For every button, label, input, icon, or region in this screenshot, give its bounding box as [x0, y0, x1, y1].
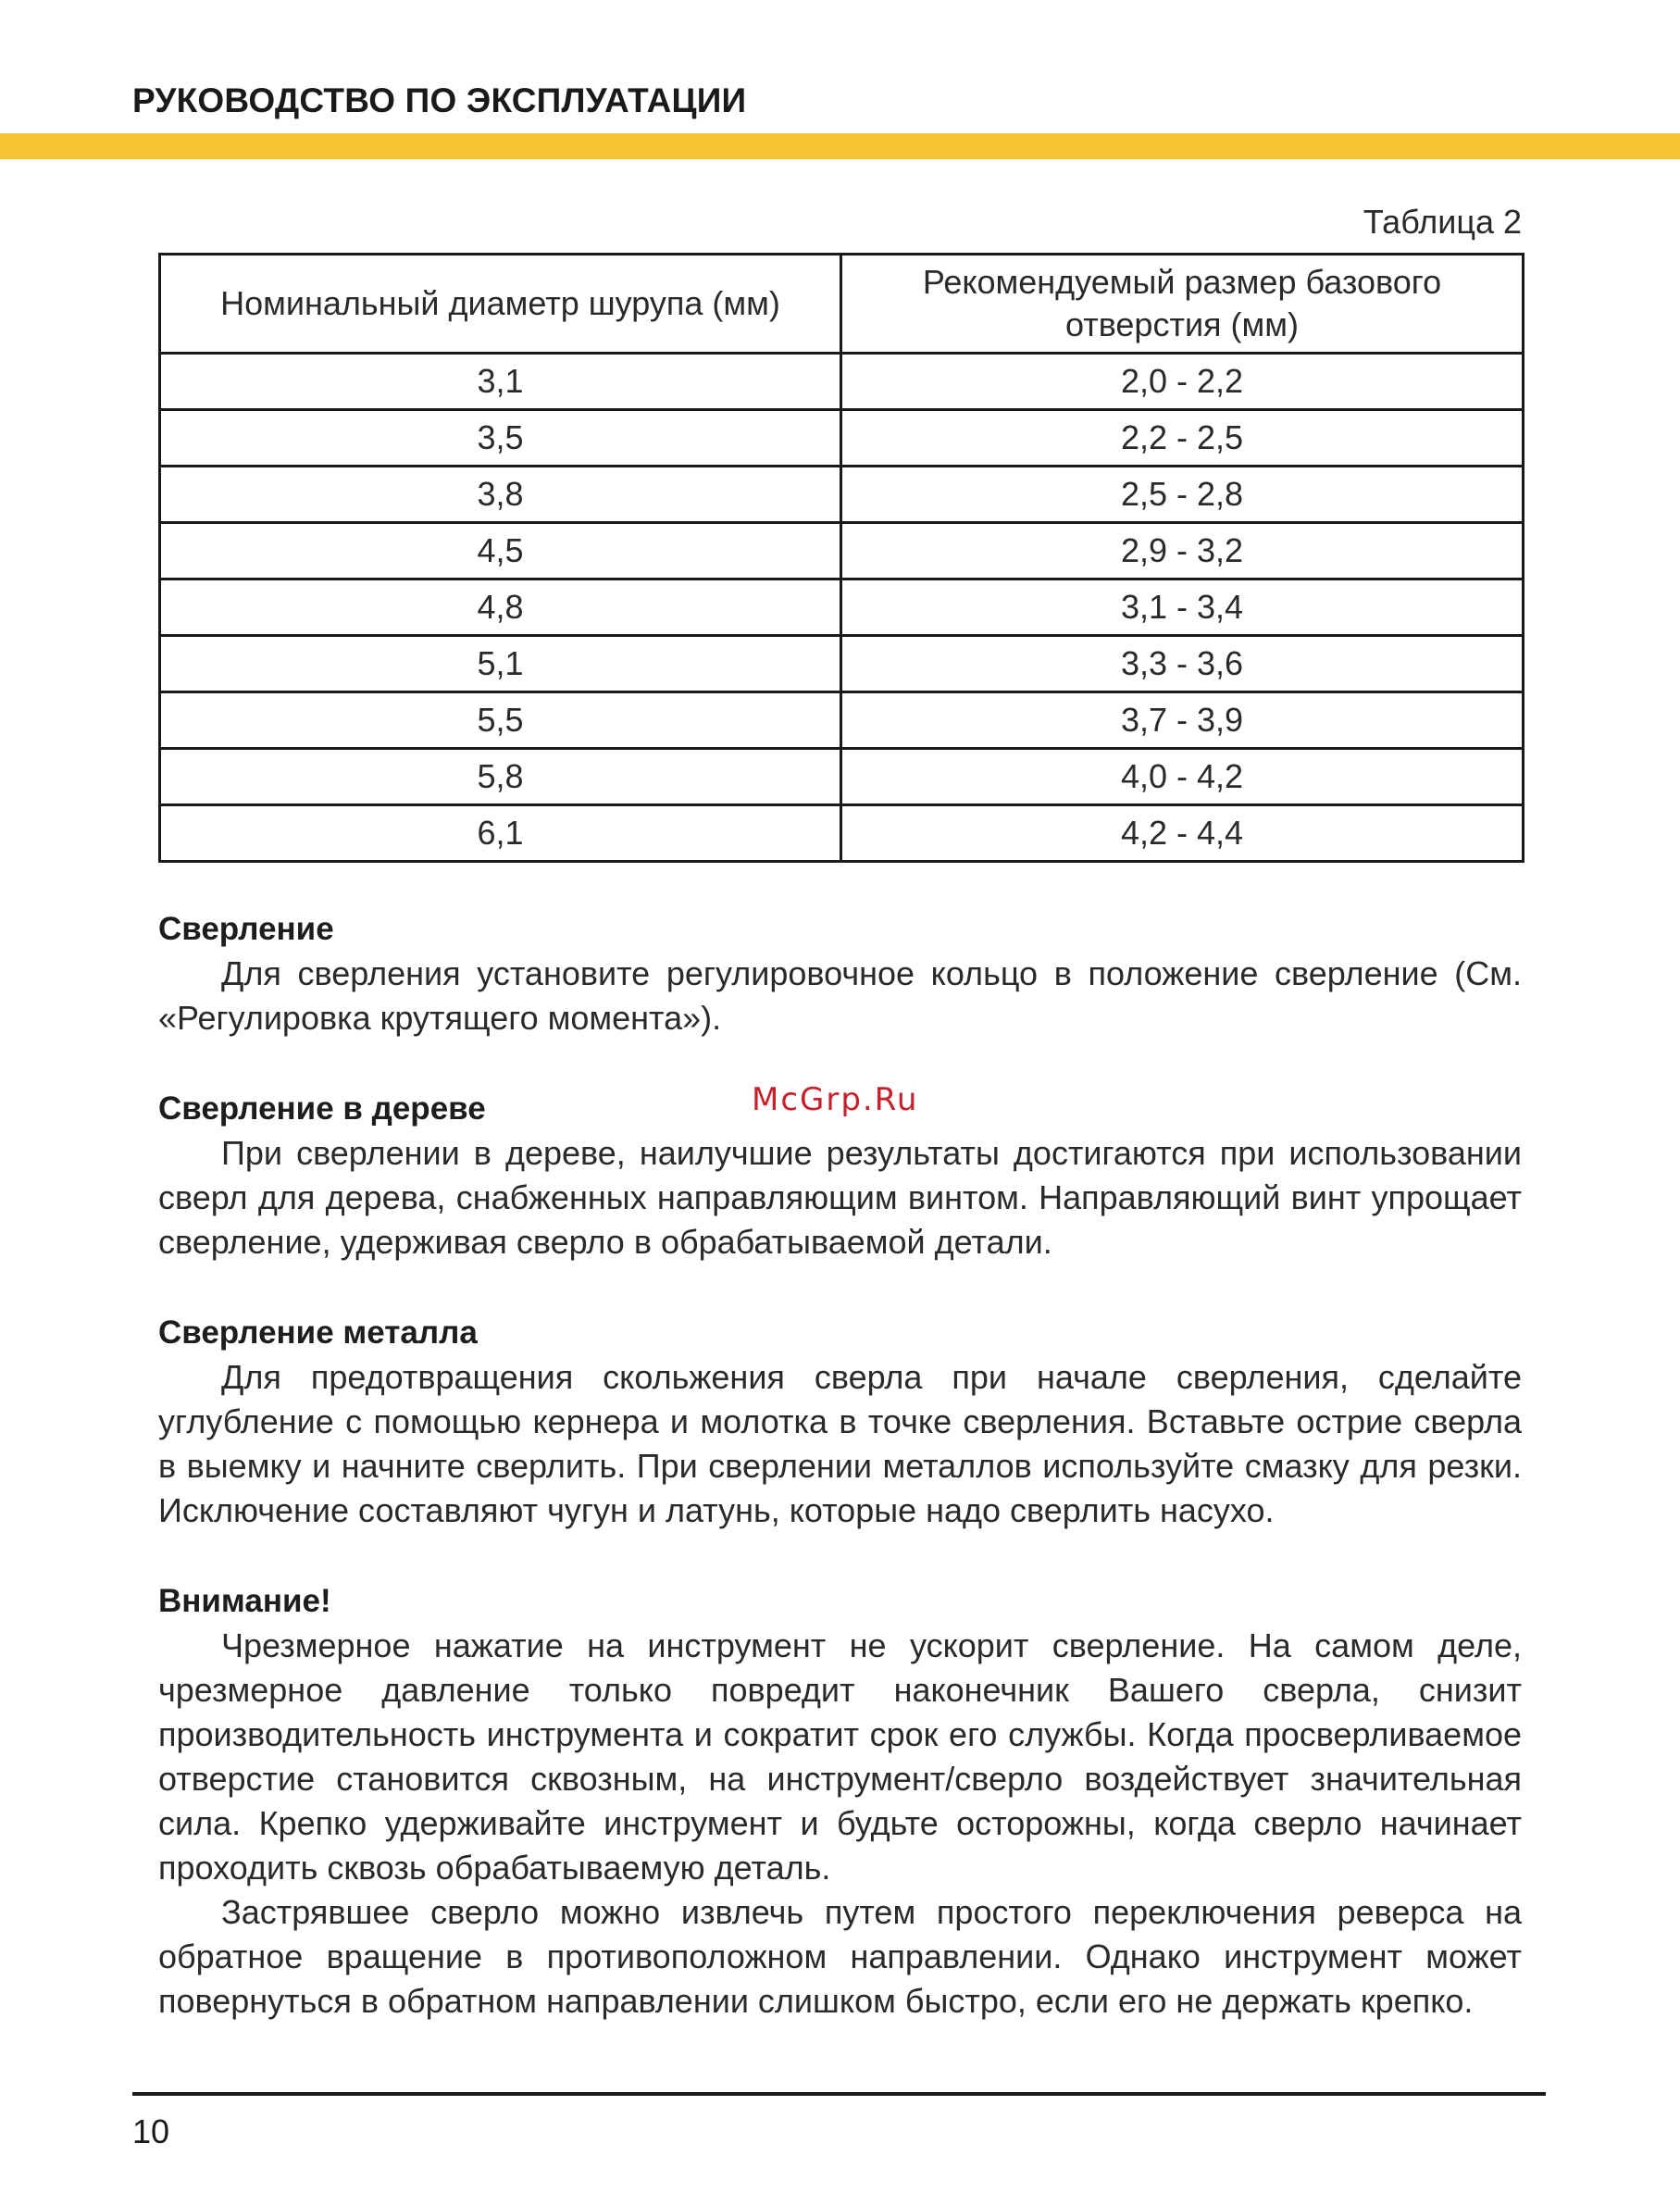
- table-cell-diameter: 5,1: [160, 636, 841, 692]
- table-cell-diameter: 5,5: [160, 692, 841, 749]
- table-caption: Таблица 2: [1363, 203, 1522, 241]
- table-row: [160, 523, 1524, 579]
- table-row: [160, 354, 1524, 410]
- paragraph-metal: Для предотвращения скольжения сверла при начале сверления, сделайте углубление с помощью кернера и молотка в точке сверления. Вставьте острие сверла в выемку и начните сверлить. При сверлении металлов используйте смазку для резки. Исключение составляют чугун и латунь, которые надо сверлить насухо.: [158, 1358, 1522, 1529]
- paragraph-warning-2: Застрявшее сверло можно извлечь путем простого переключения реверса на обратное вращение в противоположном направлении. Однако инструмент может повернуться в обратном направлении слишком быстро, если его не держать крепко.: [158, 1893, 1522, 2020]
- table-cell-hole-size: 3,3 - 3,6: [841, 636, 1524, 692]
- page-header-title: РУКОВОДСТВО ПО ЭКСПЛУАТАЦИИ: [132, 81, 747, 119]
- table-cell-hole-size: 2,0 - 2,2: [841, 354, 1524, 410]
- table-row: [160, 692, 1524, 749]
- table-cell-diameter: 3,1: [160, 354, 841, 410]
- section-metal: [158, 1311, 1522, 1533]
- column-header-screw-diameter: Номинальный диаметр шурупа (мм): [160, 255, 841, 354]
- table-row: [160, 749, 1524, 805]
- footer-divider: [132, 2092, 1546, 2096]
- section-warning: [158, 1579, 1522, 2024]
- table-cell-diameter: 6,1: [160, 805, 841, 862]
- section-heading-warning: Внимание!: [158, 1583, 331, 1619]
- table-cell-hole-size: 4,0 - 4,2: [841, 749, 1524, 805]
- table-header-row: [160, 255, 1524, 354]
- table-cell-diameter: 3,8: [160, 467, 841, 523]
- watermark-text: McGrp.Ru: [752, 1081, 919, 1118]
- table-row: [160, 805, 1524, 862]
- section-heading-metal: Сверление металла: [158, 1314, 478, 1351]
- paragraph-wood: При сверлении в дереве, наилучшие результаты достигаются при использовании сверл для дерева, снабженных направляющим винтом. Направляющий винт упрощает сверление, удерживая сверло в обрабатываемой детали.: [158, 1134, 1522, 1261]
- table-row: [160, 467, 1524, 523]
- table-row: [160, 579, 1524, 636]
- section-heading-drilling: Сверление: [158, 911, 334, 947]
- section-drilling: [158, 907, 1522, 1040]
- table-cell-hole-size: 3,1 - 3,4: [841, 579, 1524, 636]
- table-cell-hole-size: 2,5 - 2,8: [841, 467, 1524, 523]
- page-number: 10: [132, 2112, 170, 2150]
- table-cell-hole-size: 2,2 - 2,5: [841, 410, 1524, 467]
- table-cell-diameter: 4,8: [160, 579, 841, 636]
- table-cell-diameter: 3,5: [160, 410, 841, 467]
- paragraph-warning-1: Чрезмерное нажатие на инструмент не ускорит сверление. На самом деле, чрезмерное давление только повредит наконечник Вашего сверла, снизит производительность инструмента и сократит срок его службы. Когда просверливаемое отверстие становится сквозным, на инструмент/сверло воздействует значительная сила. Крепко удерживайте инструмент и будьте осторожны, когда сверло начинает проходить сквозь обрабатываемую деталь.: [158, 1626, 1522, 1887]
- table-cell-diameter: 4,5: [160, 523, 841, 579]
- table-cell-diameter: 5,8: [160, 749, 841, 805]
- paragraph-drilling: Для сверления установите регулировочное кольцо в положение сверление (См. «Регулировка крутящего момента»).: [158, 954, 1522, 1037]
- screw-hole-table: [158, 253, 1524, 863]
- table-cell-hole-size: 4,2 - 4,4: [841, 805, 1524, 862]
- header-accent-bar: [0, 133, 1680, 159]
- table-cell-hole-size: 3,7 - 3,9: [841, 692, 1524, 749]
- column-header-hole-size: Рекомендуемый размер базового отверстия (мм): [841, 255, 1524, 354]
- section-heading-wood: Сверление в дереве: [158, 1090, 486, 1127]
- table-row: [160, 410, 1524, 467]
- table-cell-hole-size: 2,9 - 3,2: [841, 523, 1524, 579]
- table-row: [160, 636, 1524, 692]
